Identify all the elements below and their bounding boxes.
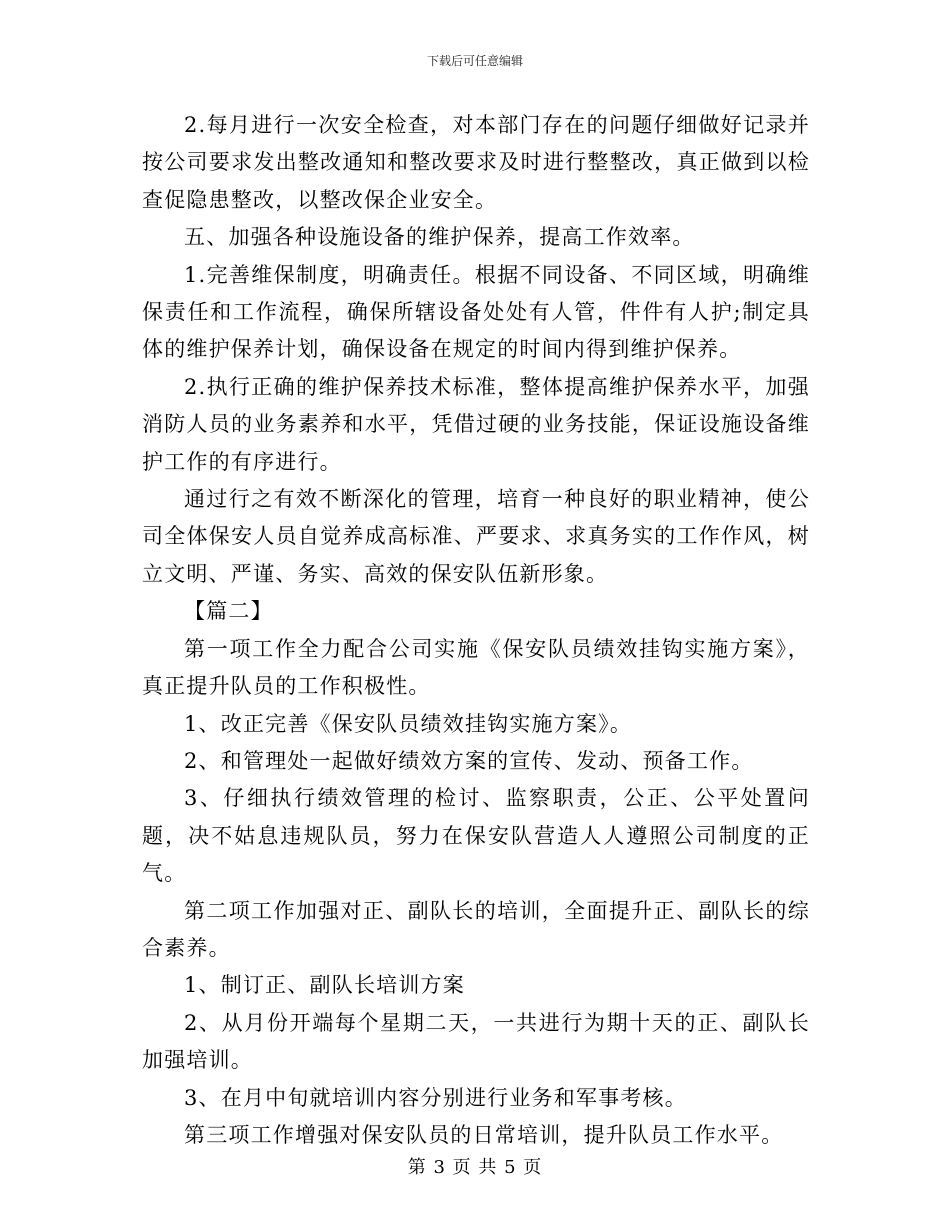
paragraph-task-two-item-3: 3、在月中旬就培训内容分别进行业务和军事考核。 bbox=[184, 1085, 687, 1110]
paragraph-task-two-item-2: 2、从月份开端每个星期二天，一共进行为期十天的正、副队长加强培训。 bbox=[142, 1010, 810, 1073]
paragraph-task-one-item-1: 1、改正完善《保安队员绩效挂钩实施方案》。 bbox=[184, 711, 633, 736]
paragraph-safety-inspection: 2.每月进行一次安全检查，对本部门存在的问题仔细做好记录并按公司要求发出整改通知和整改要求及时进行整整改，真正做到以检查促隐患整改，以整改保企业安全。 bbox=[142, 113, 810, 212]
paragraph-maintenance-system: 1.完善维保制度，明确责任。根据不同设备、不同区域，明确维保责任和工作流程，确保所辖设备处处有人管，件件有人护;制定具体的维护保养计划，确保设备在规定的时间内得到维护保养。 bbox=[142, 262, 810, 362]
document-body bbox=[142, 107, 810, 1154]
paragraph-conclusion: 通过行之有效不断深化的管理，培育一种良好的职业精神，使公司全体保安人员自觉养成高标准、严要求、求真务实的工作作风，树立文明、严谨、务实、高效的保安队伍新形象。 bbox=[142, 487, 810, 586]
paragraph-task-one-item-3: 3、仔细执行绩效管理的检讨、监察职责，公正、公平处置问题，决不姑息违规队员，努力在保安队营造人人遵照公司制度的正气。 bbox=[142, 786, 810, 886]
page-header: 下载后可任意编辑 bbox=[426, 54, 523, 68]
section-heading-five: 五、加强各种设施设备的维护保养，提高工作效率。 bbox=[184, 225, 695, 250]
paragraph-task-two-item-1: 1、制订正、副队长培训方案 bbox=[184, 973, 465, 998]
paragraph-maintenance-standard: 2.执行正确的维护保养技术标准，整体提高维护保养水平，加强消防人员的业务素养和水平，凭借过硬的业务技能，保证设施设备维护工作的有序进行。 bbox=[142, 374, 810, 474]
paragraph-task-two: 第二项工作加强对正、副队长的培训，全面提升正、副队长的综合素养。 bbox=[142, 898, 810, 960]
part-two-heading: 【篇二】 bbox=[184, 599, 273, 624]
paragraph-task-one-item-2: 2、和管理处一起做好绩效方案的宣传、发动、预备工作。 bbox=[184, 748, 754, 773]
page-number: 第 3 页 共 5 页 bbox=[407, 1157, 543, 1178]
paragraph-task-one: 第一项工作全力配合公司实施《保安队员绩效挂钩实施方案》，真正提升队员的工作积极性。 bbox=[142, 636, 810, 699]
paragraph-task-three: 第三项工作增强对保安队员的日常培训，提升队员工作水平。 bbox=[184, 1122, 784, 1147]
page-footer bbox=[0, 1153, 950, 1179]
